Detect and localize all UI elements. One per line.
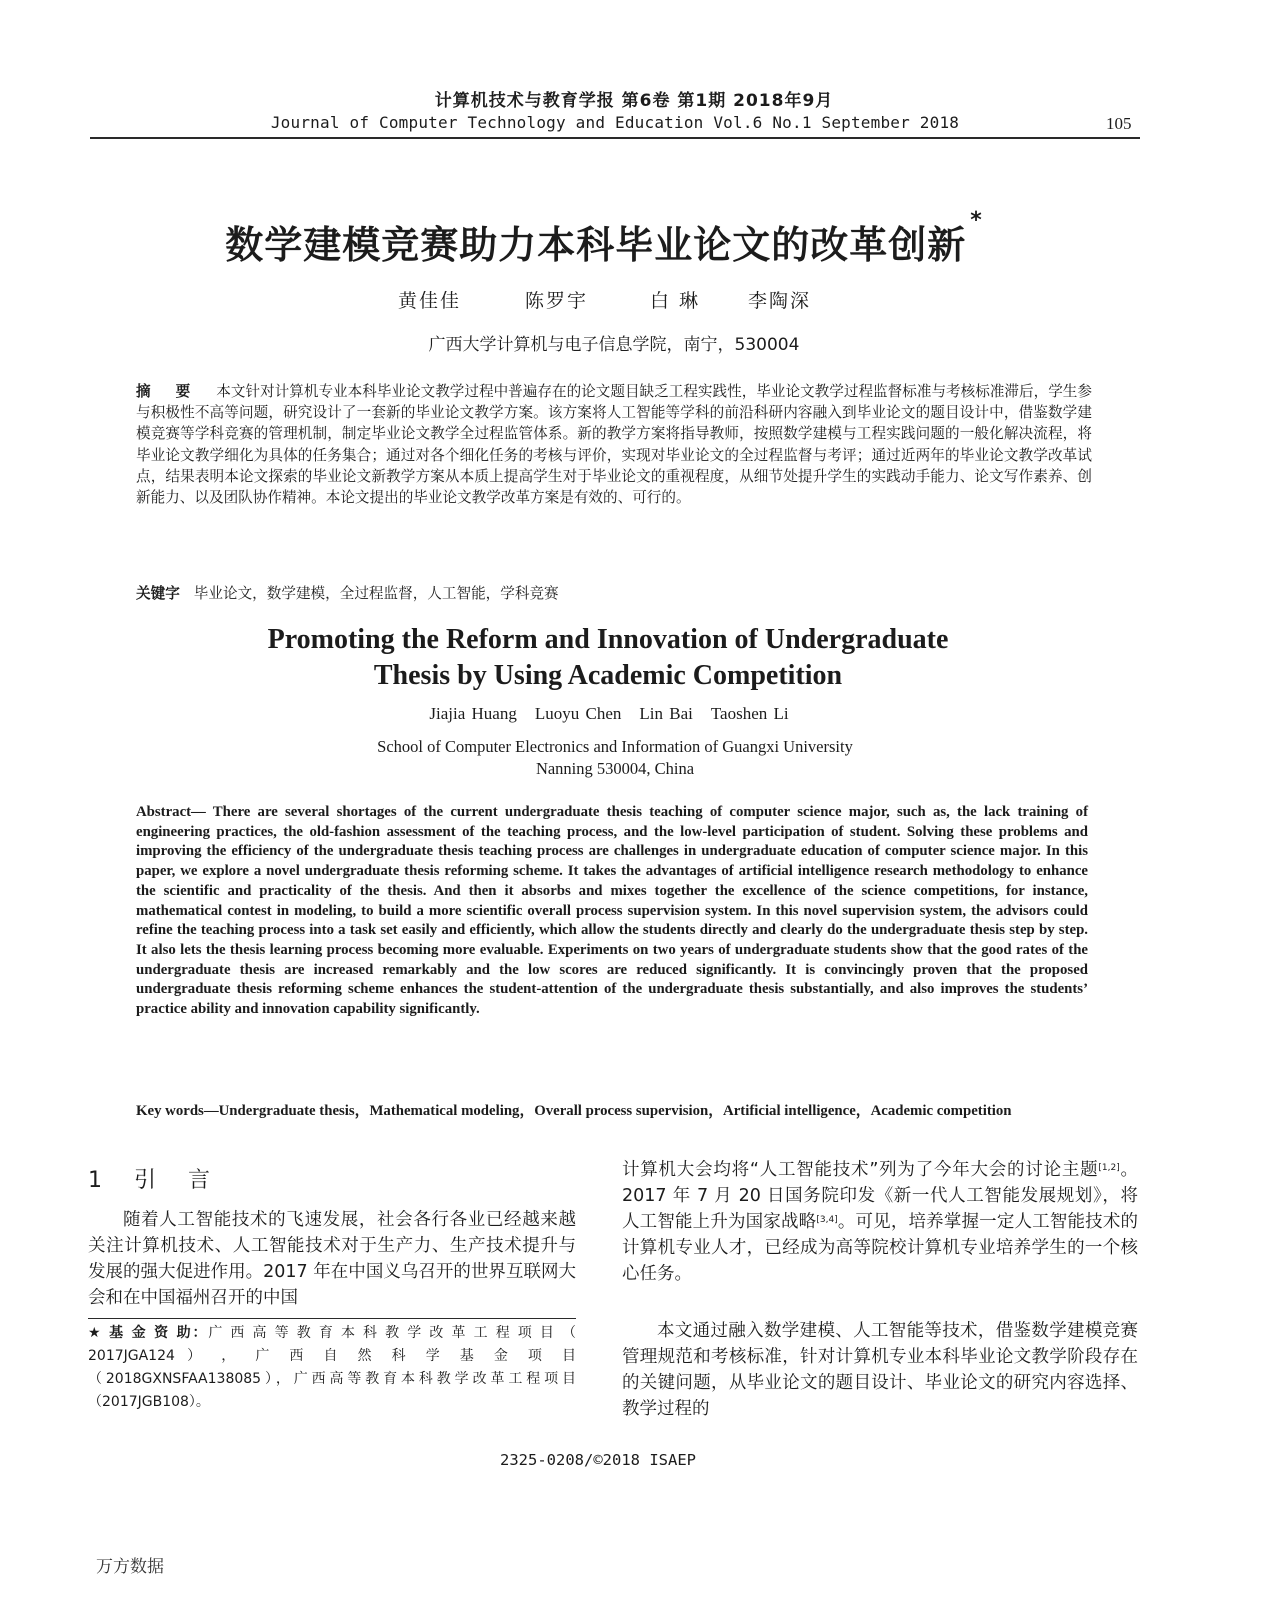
- keywords-cn-text: 毕业论文，数学建模，全过程监督，人工智能，学科竞赛: [193, 585, 559, 602]
- affiliation-en: [0, 736, 1230, 780]
- author-en: Lin Bai: [639, 704, 693, 723]
- body-paragraph: 随着人工智能技术的飞速发展，社会各行各业已经越来越关注计算机技术、人工智能技术对于生产力、生产技术提升与发展的强大促进作用。2017 年在中国义乌召开的世界互联网大会和在中国福州召开的中国: [88, 1210, 576, 1308]
- title-footnote-mark: *: [970, 208, 983, 233]
- journal-header-en: Journal of Computer Technology and Education Vol.6 No.1 September 2018: [270, 113, 960, 132]
- author-list-en: [0, 704, 1218, 724]
- body-paragraph: [622, 1157, 1138, 1287]
- watermark: 万方数据: [96, 1557, 164, 1577]
- abstract-en: Abstract— There are several shortages of the current undergraduate thesis teaching of computer science major, such as, the lack training of engineering practices, the old-fashion assessment of the teaching process, and the low-level participation of student. Solving these problems and improving the efficiency of the undergraduate thesis teaching process are challenges in undergraduate education of computer science major. In this paper, we explore a novel undergraduate thesis reforming scheme. It takes the advantages of artificial intelligence research methodology to enhance the scientific and practicality of the thesis. And then it absorbs and mixes together the excellence of the science competitions, for instance, mathematical contest in modeling, to build a more scientific overall process supervision system. In this novel supervision system, the advisors could refine the teaching process into a task set easily and efficiently, which allow the students directly and clearly do the undergraduate thesis step by step. It also lets the thesis learning process becoming more evaluable. Experiments on two years of undergraduate students show that the good rates of the undergraduate thesis are increased remarkably and the low scores are reduced significantly. It is convincingly proven that the proposed undergraduate thesis reforming scheme enhances the student-attention of the undergraduate thesis substantially, and also improves the students’ practice ability and innovation capability significantly.: [136, 804, 1088, 1018]
- page-number: 105: [1106, 114, 1132, 133]
- section-title-char: 引: [134, 1168, 157, 1193]
- author-en: Jiajia Huang: [429, 704, 517, 723]
- title-en-line2: Thesis by Using Academic Competition: [373, 660, 843, 691]
- paper-title-en: [150, 622, 1066, 694]
- keywords-cn: [136, 582, 1092, 603]
- author-cn: 陈罗宇: [525, 290, 589, 312]
- abstract-cn-label: 摘 要: [136, 383, 201, 400]
- keywords-cn-label: 关键字: [136, 585, 180, 602]
- author-cn: 李陶深: [748, 290, 812, 312]
- footnote-label: ★ 基 金 资 助：: [88, 1325, 209, 1341]
- abstract-cn: [136, 381, 1092, 508]
- affiliation-en-line1: School of Computer Electronics and Information of Guangxi University: [377, 737, 853, 756]
- section-title-char: 言: [188, 1168, 211, 1193]
- author-cn: 黄佳佳: [398, 290, 462, 312]
- section-heading: [88, 1163, 210, 1194]
- body-right-column-para2: [622, 1318, 1138, 1422]
- keywords-en: Key words—Undergraduate thesis，Mathematical modeling，Overall process supervision，Artificial intelligence，Academic competition: [136, 1103, 1012, 1119]
- affiliation-cn: 广西大学计算机与电子信息学院，南宁，530004: [428, 335, 800, 355]
- footnote-rule: [88, 1318, 576, 1319]
- body-left-column: [88, 1207, 576, 1311]
- body-text: 。可见，培养掌握一定人工智能技术的计算机专业人才，已经成为高等院校计算机专业培养学生的一个核心任务。: [622, 1212, 1139, 1284]
- section-number: 1: [88, 1168, 102, 1193]
- body-paragraph: 本文通过融入数学建模、人工智能等技术，借鉴数学建模竞赛管理规范和考核标准，针对计算机专业本科毕业论文教学阶段存在的关键问题，从毕业论文的题目设计、毕业论文的研究内容选择、教学过程的: [622, 1321, 1138, 1419]
- footnote-text: 广 西 高 等 教 育 本 科 教 学 改 革 工 程 项 目 （ 2017JGA124 ） ， 广 西 自 然 科 学 基 金 项 目（2018GXNSFAA138085），广西高等教育本科教学改革工程项目（2017JGB108）。: [88, 1325, 577, 1410]
- author-en: Luoyu Chen: [534, 704, 622, 723]
- citation-ref: [1,2]: [1098, 1163, 1120, 1173]
- footnote: [88, 1322, 576, 1414]
- abstract-cn-text: 本文针对计算机专业本科毕业论文教学过程中普遍存在的论文题目缺乏工程实践性，毕业论文教学过程监督标准与考核标准滞后，学生参与积极性不高等问题，研究设计了一套新的毕业论文教学方案。该方案将人工智能等学科的前沿科研内容融入到毕业论文的题目设计中，借鉴数学建模竞赛等学科竞赛的管理机制，制定毕业论文教学全过程监管体系。新的教学方案将指导教师，按照数学建模与工程实践问题的一般化解决流程，将毕业论文教学细化为具体的任务集合；通过对各个细化任务的考核与评价，实现对毕业论文的全过程监督与考评；通过近两年的毕业论文教学改革试点，结果表明本论文探索的毕业论文新教学方案从本质上提高学生对于毕业论文的重视程度，从细节处提升学生的实践动手能力、论文写作素养、创新能力、以及团队协作精神。本论文提出的毕业论文教学改革方案是有效的、可行的。: [136, 383, 1092, 507]
- body-text: 计算机大会均将“人工智能技术”列为了今年大会的讨论主题: [622, 1160, 1099, 1180]
- header-rule: [90, 137, 1140, 139]
- body-right-column: [622, 1157, 1138, 1287]
- body-text: 。2017 年 7 月 20 日国务院印发《新一代人工智能发展规划》，将人工智能上升为国家战略: [622, 1160, 1139, 1232]
- journal-header-cn: 计算机技术与教育学报 第6卷 第1期 2018年9月: [434, 91, 834, 111]
- title-cn-text: 数学建模竞赛助力本科毕业论文的改革创新: [225, 223, 967, 267]
- affiliation-en-line2: Nanning 530004, China: [535, 759, 695, 778]
- citation-ref: [3,4]: [816, 1215, 838, 1225]
- author-cn: 白 琳: [650, 290, 701, 312]
- paper-title-cn: [0, 208, 1208, 269]
- issn-footer: 2325-0208/©2018 ISAEP: [500, 1451, 696, 1469]
- author-en: Taoshen Li: [710, 704, 789, 723]
- title-en-line1: Promoting the Reform and Innovation of Undergraduate: [267, 624, 949, 655]
